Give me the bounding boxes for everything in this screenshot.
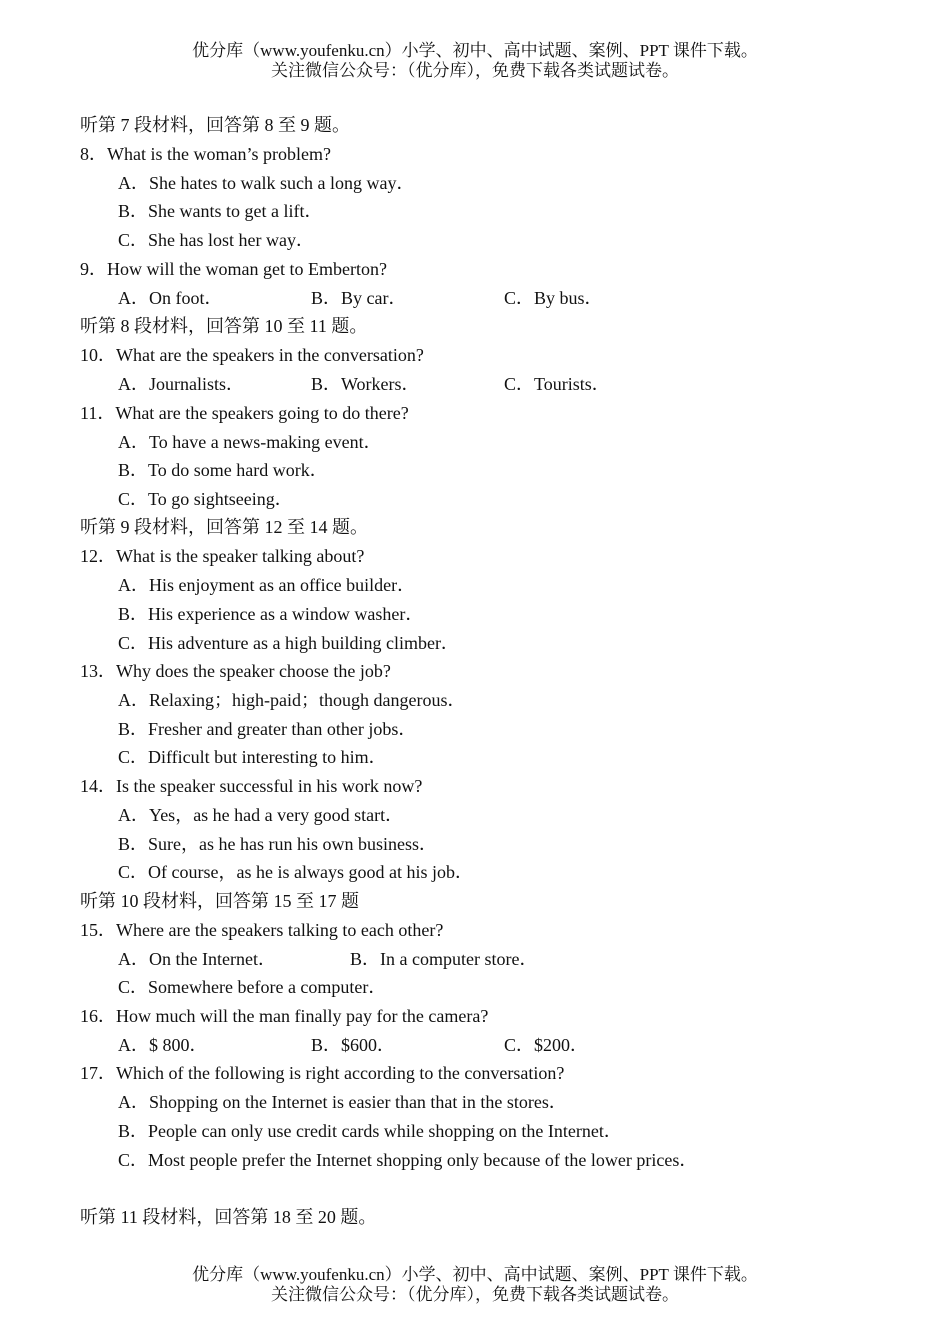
option-b: B．Fresher and greater than other jobs． (118, 719, 417, 739)
option-a: A．Journalists． (118, 374, 244, 394)
footer-line-2: 关注微信公众号：（优分库），免费下载各类试题试卷。 (271, 1285, 679, 1304)
question-stem: 10．What are the speakers in the conversation? (80, 345, 424, 365)
question-stem: 16．How much will the man finally pay for the camera? (80, 1006, 489, 1026)
header-line-2: 关注微信公众号：（优分库），免费下载各类试题试卷。 (271, 61, 679, 80)
option-c: C．Tourists． (504, 374, 610, 394)
section-heading: 听第 10 段材料，回答第 15 至 17 题 (80, 891, 359, 911)
option-a: A．Shopping on the Internet is easier than that in the stores． (118, 1092, 567, 1112)
question-stem: 15．Where are the speakers talking to each other? (80, 920, 444, 940)
footer-line-1: 优分库（www.youfenku.cn）小学、初中、高中试题、案例、PPT 课件下载。 (192, 1265, 758, 1284)
section-heading: 听第 8 段材料，回答第 10 至 11 题。 (80, 316, 368, 336)
page-header (0, 41, 950, 81)
question-stem: 17．Which of the following is right according to the conversation? (80, 1063, 565, 1083)
option-c: C．$200． (504, 1035, 589, 1055)
question-stem: 11．What are the speakers going to do there? (80, 403, 409, 423)
option-a: A．His enjoyment as an office builder． (118, 575, 416, 595)
question-stem: 13．Why does the speaker choose the job? (80, 661, 391, 681)
section-heading: 听第 9 段材料，回答第 12 至 14 题。 (80, 517, 368, 537)
option-b: B．People can only use credit cards while shopping on the Internet． (118, 1121, 622, 1141)
header-line-1: 优分库（www.youfenku.cn）小学、初中、高中试题、案例、PPT 课件下载。 (192, 41, 758, 60)
option-c: C．Most people prefer the Internet shopping only because of the lower prices． (118, 1150, 698, 1170)
option-c: C．To go sightseeing． (118, 489, 293, 509)
option-a: A．On the Internet． (118, 949, 276, 969)
question-stem: 14．Is the speaker successful in his work now? (80, 776, 423, 796)
section-heading: 听第 11 段材料，回答第 18 至 20 题。 (80, 1207, 377, 1227)
option-a: A．Yes，as he had a very good start． (118, 805, 404, 825)
option-a: A．To have a news-making event． (118, 432, 382, 452)
option-c: C．His adventure as a high building climber． (118, 633, 459, 653)
question-stem: 12．What is the speaker talking about? (80, 546, 365, 566)
option-b: B．Workers． (311, 374, 420, 394)
option-c: C．Difficult but interesting to him． (118, 747, 387, 767)
option-a: A．She hates to walk such a long way． (118, 173, 415, 193)
option-b: B．By car． (311, 288, 407, 308)
option-b: B．To do some hard work． (118, 460, 328, 480)
section-heading: 听第 7 段材料，回答第 8 至 9 题。 (80, 115, 350, 135)
option-b: B．In a computer store． (350, 949, 538, 969)
option-c: C．She has lost her way． (118, 230, 314, 250)
option-a: A．On foot． (118, 288, 223, 308)
option-c: C．By bus． (504, 288, 603, 308)
page-footer (0, 1265, 950, 1305)
option-c: C．Somewhere before a computer． (118, 977, 387, 997)
option-b: B．She wants to get a lift． (118, 201, 323, 221)
option-a: A．Relaxing；high-paid；though dangerous． (118, 690, 466, 710)
option-b: B．His experience as a window washer． (118, 604, 424, 624)
question-stem: 8．What is the woman’s problem? (80, 144, 331, 164)
option-b: B．$600． (311, 1035, 396, 1055)
option-a: A．$ 800． (118, 1035, 208, 1055)
question-stem: 9．How will the woman get to Emberton? (80, 259, 387, 279)
option-b: B．Sure，as he has run his own business． (118, 834, 437, 854)
option-c: C．Of course，as he is always good at his job． (118, 862, 473, 882)
